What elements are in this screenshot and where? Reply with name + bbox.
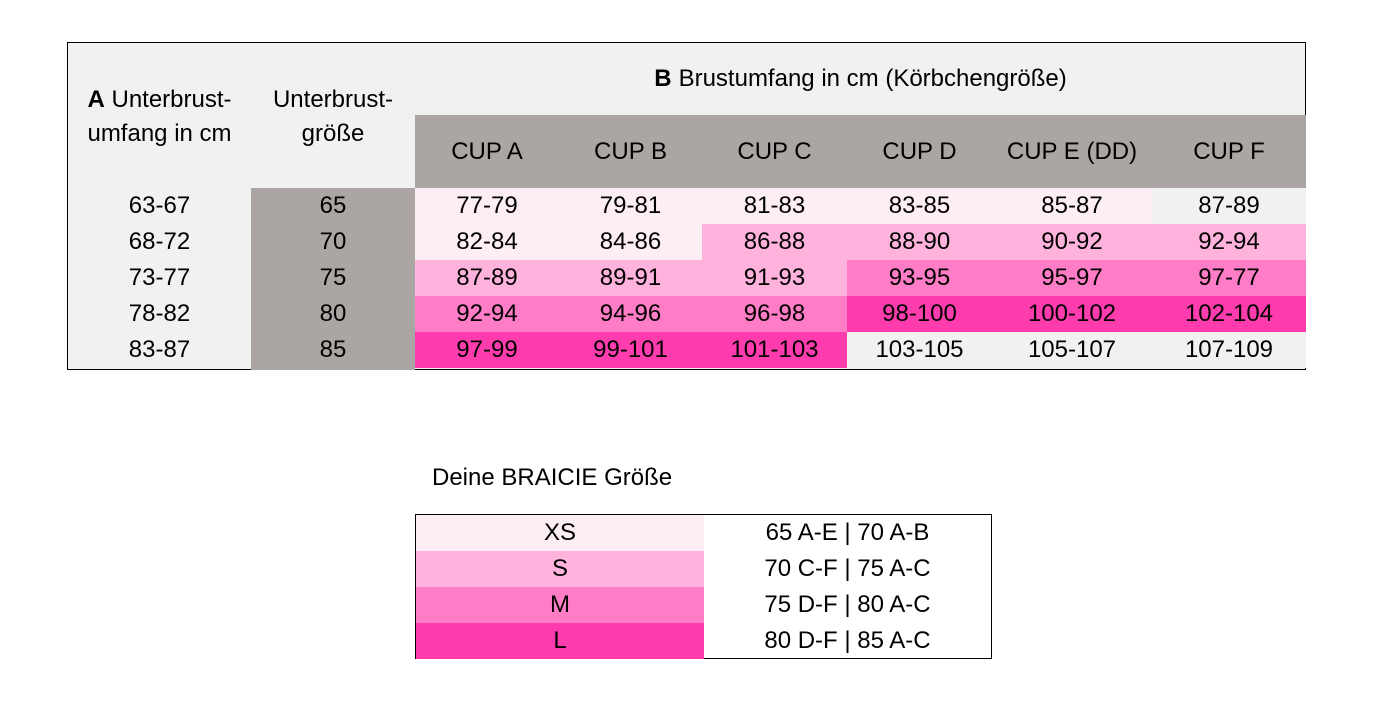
underbust-size-cell: 70 — [319, 228, 347, 255]
header-a-letter: A — [87, 86, 105, 113]
cup-header-5: CUP E (DD) — [1006, 137, 1138, 165]
bust-value-cell: 87-89 — [415, 260, 559, 296]
underbust-size-cell: 80 — [319, 300, 347, 327]
bust-value-cell: 91-93 — [702, 260, 847, 296]
bust-value-cell: 79-81 — [559, 188, 702, 224]
header-a-text-1: Unterbrust- — [111, 86, 232, 113]
bust-value-cell: 77-79 — [415, 188, 559, 224]
bust-value-cell: 107-109 — [1152, 332, 1306, 368]
bust-value-cell: 90-92 — [992, 224, 1152, 260]
legend-size-xs: XS — [416, 515, 704, 551]
legend-fits-l: 80 D-F | 85 A-C — [764, 627, 931, 654]
bust-value-cell: 99-101 — [559, 332, 702, 368]
underbust-size-cell: 75 — [319, 264, 347, 291]
bust-value-cell: 101-103 — [702, 332, 847, 368]
underbust-size-cell: 85 — [319, 336, 347, 363]
cup-header-1: CUP A — [451, 137, 523, 165]
cup-header-4: CUP D — [882, 137, 957, 165]
header-size-text-1: Unterbrust- — [272, 86, 394, 113]
header-size-text-2: größe — [301, 120, 365, 147]
header-underbust-circumference-line1 — [87, 83, 231, 117]
bust-value-cell: 93-95 — [847, 260, 992, 296]
legend-fits-s: 70 C-F | 75 A-C — [764, 555, 931, 582]
cup-header-3: CUP C — [737, 137, 812, 165]
header-b-text: Brustumfang in cm (Körbchengröße) — [678, 65, 1067, 92]
bust-value-cell: 103-105 — [847, 332, 992, 368]
header-a-text-2: umfang in cm — [87, 120, 232, 147]
underbust-range-cell: 83-87 — [128, 336, 191, 363]
cup-header-6: CUP F — [1193, 137, 1265, 165]
bust-value-cell: 88-90 — [847, 224, 992, 260]
underbust-range-cell: 68-72 — [128, 228, 191, 255]
legend-size-l: L — [416, 623, 704, 659]
legend-fits-xs: 65 A-E | 70 A-B — [765, 519, 930, 546]
header-b-letter: B — [654, 65, 672, 92]
legend-size-m: M — [416, 587, 704, 623]
underbust-size-cell: 65 — [319, 192, 347, 219]
bust-value-cell: 89-91 — [559, 260, 702, 296]
header-underbust-circumference — [68, 81, 251, 153]
bust-value-cell: 102-104 — [1152, 296, 1306, 332]
legend-size-s: S — [416, 551, 704, 587]
bust-value-cell: 86-88 — [702, 224, 847, 260]
bust-value-cell: 87-89 — [1152, 188, 1306, 224]
bust-value-cell: 94-96 — [559, 296, 702, 332]
bust-value-cell: 82-84 — [415, 224, 559, 260]
header-underbust-size — [251, 81, 415, 153]
bust-value-cell: 92-94 — [1152, 224, 1306, 260]
header-bust-circumference — [415, 43, 1306, 115]
bust-value-cell: 98-100 — [847, 296, 992, 332]
bust-value-cell: 96-98 — [702, 296, 847, 332]
bust-value-cell: 85-87 — [992, 188, 1152, 224]
cup-header-2: CUP B — [594, 137, 667, 165]
bust-value-cell: 84-86 — [559, 224, 702, 260]
bust-value-cell: 100-102 — [992, 296, 1152, 332]
legend-fits-m: 75 D-F | 80 A-C — [764, 591, 931, 618]
bust-value-cell: 97-99 — [415, 332, 559, 368]
underbust-range-cell: 63-67 — [128, 192, 191, 219]
bust-value-cell: 105-107 — [992, 332, 1152, 368]
underbust-range-cell: 73-77 — [128, 264, 191, 291]
bust-value-cell: 97-77 — [1152, 260, 1306, 296]
underbust-range-cell: 78-82 — [128, 300, 191, 327]
legend-title: Deine BRAICIE Größe — [432, 464, 673, 491]
bust-value-cell: 92-94 — [415, 296, 559, 332]
size-chart-table — [67, 42, 1306, 370]
bust-value-cell: 95-97 — [992, 260, 1152, 296]
legend-table — [415, 514, 992, 659]
bust-value-cell: 83-85 — [847, 188, 992, 224]
bust-value-cell: 81-83 — [702, 188, 847, 224]
